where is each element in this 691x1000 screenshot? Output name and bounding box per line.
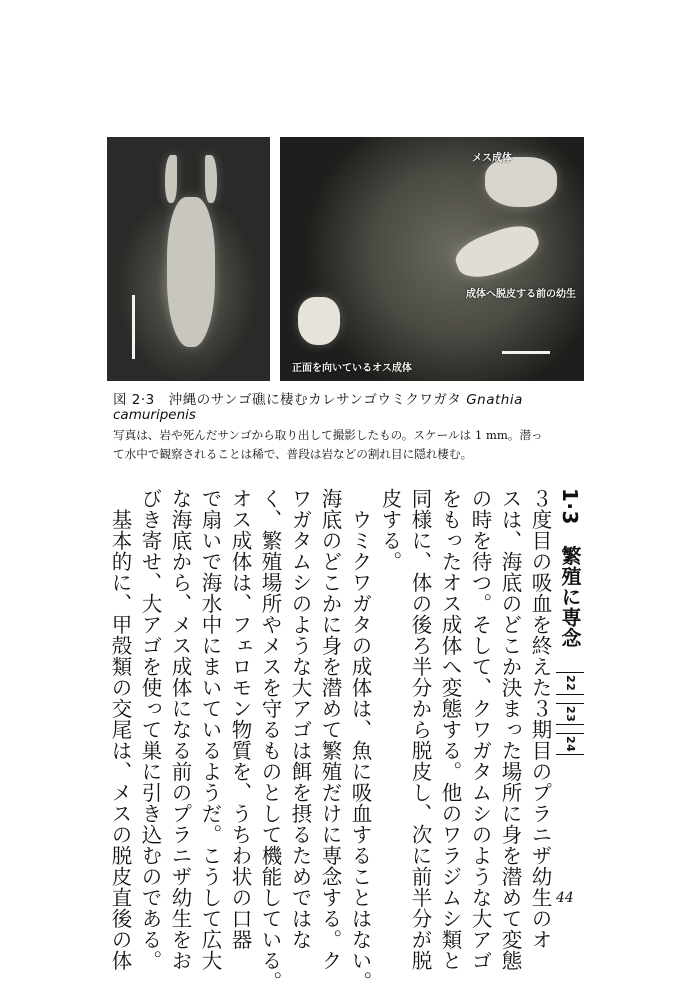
mandible-right xyxy=(205,155,217,203)
reference-number: 24 xyxy=(556,733,584,755)
section-number: 1·3 xyxy=(558,488,582,525)
caption-latin-genus: Gnathia xyxy=(466,392,523,408)
label-female-adult: メス成体 xyxy=(472,153,512,164)
photo-coral-rock xyxy=(280,137,584,381)
photo-male-gnathia xyxy=(107,137,270,381)
caption-latin-species: camuripenis xyxy=(113,407,196,423)
body-column: の時を待つ。そして、クワガタムシのような大アゴ xyxy=(468,488,492,971)
molting-larva xyxy=(451,219,545,286)
body-column: スは、海底のどこか決まった場所に身を潜めて変態 xyxy=(498,488,522,971)
body-column: ３度目の吸血を終えた３期目のプラニザ幼生のオ xyxy=(528,488,552,950)
page-number: 44 xyxy=(556,890,574,906)
reference-number: 22 xyxy=(556,672,584,694)
body-column: 基本的に、甲殻類の交尾は、メスの脱皮直後の体 xyxy=(108,488,132,971)
figure-caption-title xyxy=(113,388,583,408)
figure-caption-description xyxy=(113,426,583,464)
body-column: をもったオス成体へ変態する。他のワラジムシ類と xyxy=(438,488,462,971)
body-column: びき寄せ、大アゴを使って巣に引き込むのである。 xyxy=(138,488,162,971)
scale-bar xyxy=(132,295,135,359)
body-column: ワガタムシのような大アゴは餌を摂るためではな xyxy=(288,488,312,950)
section-heading xyxy=(556,488,584,888)
mandible-left xyxy=(165,155,177,203)
male-isopod-body xyxy=(167,197,215,347)
scale-bar xyxy=(502,351,550,354)
female-isopod xyxy=(485,157,557,207)
body-column: 海底のどこかに身を潜めて繁殖だけに専念する。ク xyxy=(318,488,342,971)
label-molting-larva: 成体へ脱皮する前の幼生 xyxy=(466,289,576,300)
caption-desc-line: 写真は、岩や死んだサンゴから取り出して撮影したもの。スケールは 1 mm。潜っ xyxy=(113,428,543,442)
caption-title-text: 図 2·3 沖縄のサンゴ礁に棲むカレサンゴウミクワガタ xyxy=(113,392,462,408)
reference-number: 23 xyxy=(556,703,584,725)
label-male-adult: 正面を向いているオス成体 xyxy=(292,363,412,374)
section-title: 繁殖に専念 xyxy=(558,545,582,648)
body-column: オス成体は、フェロモン物質を、うちわ状の口器 xyxy=(228,488,252,950)
body-column: な海底から、メス成体になる前のプラニザ幼生をお xyxy=(168,488,192,971)
body-column: 同様に、体の後ろ半分から脱皮し、次に前半分が脱 xyxy=(408,488,432,971)
body-column: く、繁殖場所やメスを守るものとして機能している。 xyxy=(258,488,282,992)
male-adult-front xyxy=(298,297,340,345)
body-column: ウミクワガタの成体は、魚に吸血することはない。 xyxy=(348,488,372,992)
caption-desc-line: て水中で観察されることは稀で、普段は岩などの割れ目に隠れ棲む。 xyxy=(113,447,473,461)
body-column: で扇いで海水中にまいているようだ。こうして広大 xyxy=(198,488,222,971)
body-column: 皮する。 xyxy=(378,488,402,572)
